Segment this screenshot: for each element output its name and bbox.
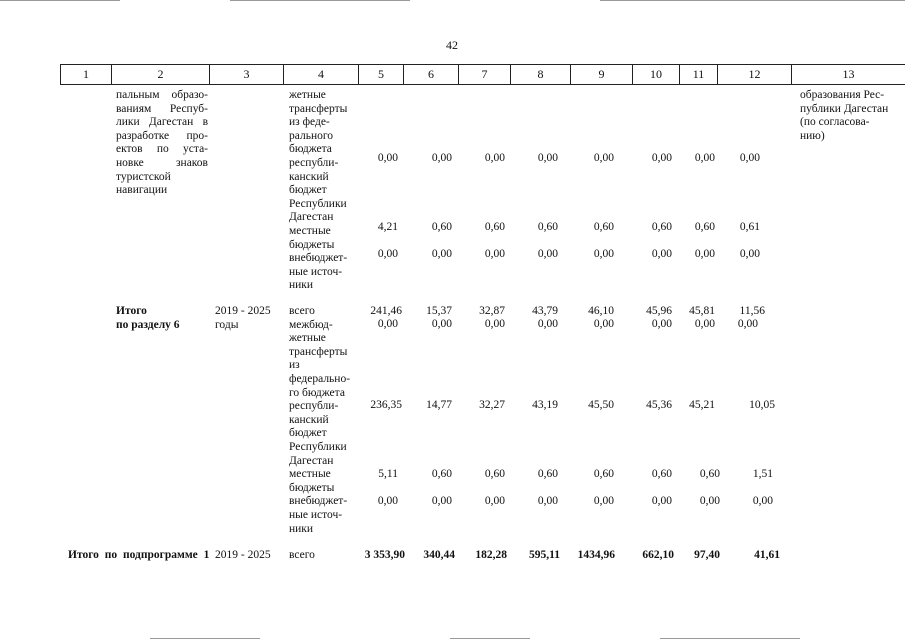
- value-cell: 0,60: [484, 468, 505, 480]
- header-col-1: 1: [60, 65, 112, 84]
- value-cell: 0,00: [739, 152, 760, 164]
- source-line: бюджеты: [289, 238, 335, 251]
- value-cell: 1434,96: [577, 549, 615, 561]
- section-c-years: 2019 - 2025: [215, 549, 271, 561]
- desc-line: туристской: [116, 170, 171, 183]
- header-col-13: 13: [842, 67, 855, 81]
- value-cell: 0,00: [694, 152, 715, 164]
- value-cell: 0,00: [431, 318, 452, 330]
- value-cell: 236,35: [370, 399, 402, 411]
- source-line: федерально-: [289, 372, 351, 385]
- value-cell: 45,36: [646, 399, 672, 411]
- header-col-11: 11: [680, 65, 718, 84]
- desc-line: навигации: [116, 184, 168, 197]
- value-cell: 0,00: [593, 152, 614, 164]
- source-line: Республики: [289, 440, 347, 453]
- value-cell: 43,79: [532, 305, 558, 317]
- source-line: трансферты: [289, 345, 348, 358]
- value-cell: 4,21: [377, 221, 398, 233]
- value-cell: 45,96: [646, 305, 672, 317]
- source-line: внебюджет-: [289, 495, 348, 508]
- value-cell: 45,21: [689, 399, 715, 411]
- value-cell: 0,60: [651, 221, 672, 233]
- source-line: канский: [289, 413, 329, 426]
- value-cell: 0,60: [699, 468, 720, 480]
- scan-artifact: [660, 638, 800, 639]
- source-line: рального: [289, 129, 334, 142]
- value-cell: 14,77: [426, 399, 452, 411]
- value-cell: 0,60: [537, 468, 558, 480]
- source-line: Дагестан: [289, 454, 334, 467]
- table-header: [60, 64, 905, 85]
- value-cell: 0,00: [739, 248, 760, 260]
- header-col-4: 4: [284, 65, 359, 84]
- value-cell: 0,00: [377, 318, 398, 330]
- section-b-years: [215, 305, 271, 332]
- value-cell: 0,00: [737, 318, 758, 330]
- value-cell: 0,60: [651, 468, 672, 480]
- value-cell: 0,00: [377, 248, 398, 260]
- source-line: го бюджета: [289, 386, 345, 399]
- value-cell: 0,00: [377, 495, 398, 507]
- source-line: межбюд-: [289, 318, 333, 331]
- value-cell: 43,19: [532, 399, 558, 411]
- header-col-2: 2: [112, 65, 210, 84]
- value-cell: 0,60: [694, 221, 715, 233]
- value-cell: 0,00: [593, 248, 614, 260]
- source-line: жетные: [289, 89, 326, 101]
- value-cell: 3 353,90: [364, 549, 405, 561]
- executor-line: образования Рес-: [800, 89, 885, 101]
- source-line: ники: [289, 522, 314, 535]
- value-cell: 0,00: [537, 248, 558, 260]
- value-cell: 0,00: [484, 495, 505, 507]
- value-cell: 0,00: [651, 248, 672, 260]
- source-line: канский: [289, 170, 329, 183]
- source-line: местные: [289, 468, 331, 481]
- source-line: жетные: [289, 332, 326, 345]
- section-c-kind: всего: [289, 549, 315, 561]
- value-cell: 46,10: [588, 305, 614, 317]
- scan-artifact: [150, 638, 260, 639]
- section-a-executor: [800, 89, 905, 143]
- value-cell: 182,28: [475, 549, 507, 561]
- value-cell: 0,00: [537, 495, 558, 507]
- value-cell: 0,00: [651, 495, 672, 507]
- value-cell: 15,37: [426, 305, 452, 317]
- source-line: бюджета: [289, 143, 332, 156]
- value-cell: 340,44: [423, 549, 455, 561]
- value-cell: 41,61: [754, 549, 780, 561]
- source-line: бюджет: [289, 427, 327, 440]
- source-line: Республики: [289, 197, 347, 210]
- source-line: трансферты: [289, 102, 348, 115]
- section-a-funding-sources: [289, 89, 347, 293]
- section-c-title: Итого по подпрограмме 1: [68, 549, 210, 561]
- source-line: из феде-: [289, 116, 330, 129]
- source-line: бюджеты: [289, 481, 335, 494]
- desc-line: новке знаков: [116, 156, 208, 169]
- value-cell: 5,11: [378, 468, 398, 480]
- page-number: 42: [446, 38, 458, 52]
- value-cell: 595,11: [529, 549, 560, 561]
- desc-line: ектов по уста-: [116, 143, 208, 156]
- value-cell: 0,60: [484, 221, 505, 233]
- value-cell: 0,00: [651, 152, 672, 164]
- years-line: 2019 - 2025: [215, 305, 271, 317]
- value-cell: 0,00: [593, 495, 614, 507]
- source-line: ные источ-: [289, 265, 343, 278]
- value-cell: 10,05: [749, 399, 775, 411]
- value-cell: 0,00: [431, 152, 452, 164]
- executor-line: (по согласова-: [800, 116, 870, 129]
- value-cell: 97,40: [694, 549, 720, 561]
- source-line: всего: [289, 305, 315, 317]
- executor-line: публики Дагестан: [800, 102, 889, 115]
- value-cell: 45,50: [588, 399, 614, 411]
- header-col-3: 3: [210, 65, 284, 84]
- header-col-12: 12: [718, 65, 792, 84]
- scan-artifact: [0, 0, 120, 1]
- section-a-description: [116, 89, 208, 198]
- header-col-10: 10: [633, 65, 680, 84]
- source-line: внебюджет-: [289, 252, 348, 265]
- source-line: местные: [289, 224, 331, 237]
- scan-artifact: [600, 0, 905, 1]
- source-line: ные источ-: [289, 508, 343, 521]
- value-cell: 0,00: [752, 495, 773, 507]
- value-cell: 0,60: [537, 221, 558, 233]
- value-cell: 662,10: [642, 549, 674, 561]
- source-line: ники: [289, 279, 314, 292]
- source-line: из: [289, 359, 300, 372]
- value-cell: 0,60: [431, 468, 452, 480]
- value-cell: 0,00: [593, 318, 614, 330]
- section-b-title: [116, 305, 180, 332]
- value-cell: 0,00: [537, 318, 558, 330]
- executor-line: нию): [800, 129, 825, 142]
- value-cell: 241,46: [370, 305, 402, 317]
- desc-line: разработке про-: [116, 129, 208, 142]
- desc-line: ваниям Респуб-: [116, 102, 208, 115]
- value-cell: 0,00: [484, 248, 505, 260]
- value-cell: 0,00: [651, 318, 672, 330]
- value-cell: 1,51: [752, 468, 773, 480]
- section-b-funding-sources: [289, 305, 350, 536]
- header-col-8: 8: [511, 65, 571, 84]
- source-line: Дагестан: [289, 211, 334, 224]
- value-cell: 32,27: [479, 399, 505, 411]
- value-cell: 0,00: [699, 495, 720, 507]
- header-col-7: 7: [459, 65, 511, 84]
- value-cell: 0,60: [593, 221, 614, 233]
- source-line: республи-: [289, 400, 339, 413]
- value-cell: 0,00: [694, 318, 715, 330]
- scan-artifact: [230, 0, 410, 1]
- desc-line: лики Дагестан в: [116, 116, 208, 129]
- value-cell: 0,60: [431, 221, 452, 233]
- value-cell: 45,81: [689, 305, 715, 317]
- section-title-line: Итого: [116, 305, 147, 317]
- value-cell: 0,00: [484, 152, 505, 164]
- value-cell: 0,00: [694, 248, 715, 260]
- value-cell: 0,61: [739, 221, 760, 233]
- source-line: бюджет: [289, 184, 327, 197]
- value-cell: 0,00: [431, 495, 452, 507]
- header-col-6: 6: [404, 65, 459, 84]
- value-cell: 32,87: [479, 305, 505, 317]
- desc-line: пальным образо-: [116, 89, 208, 101]
- value-cell: 0,00: [377, 152, 398, 164]
- value-cell: 0,00: [537, 152, 558, 164]
- scan-artifact: [450, 638, 530, 639]
- value-cell: 11,56: [739, 305, 765, 317]
- header-col-5: 5: [359, 65, 404, 84]
- section-title-line: по разделу 6: [116, 318, 180, 331]
- value-cell: 0,00: [431, 248, 452, 260]
- header-col-9: 9: [571, 65, 633, 84]
- value-cell: 0,60: [593, 468, 614, 480]
- years-line: годы: [215, 318, 239, 331]
- value-cell: 0,00: [484, 318, 505, 330]
- source-line: республи-: [289, 156, 339, 169]
